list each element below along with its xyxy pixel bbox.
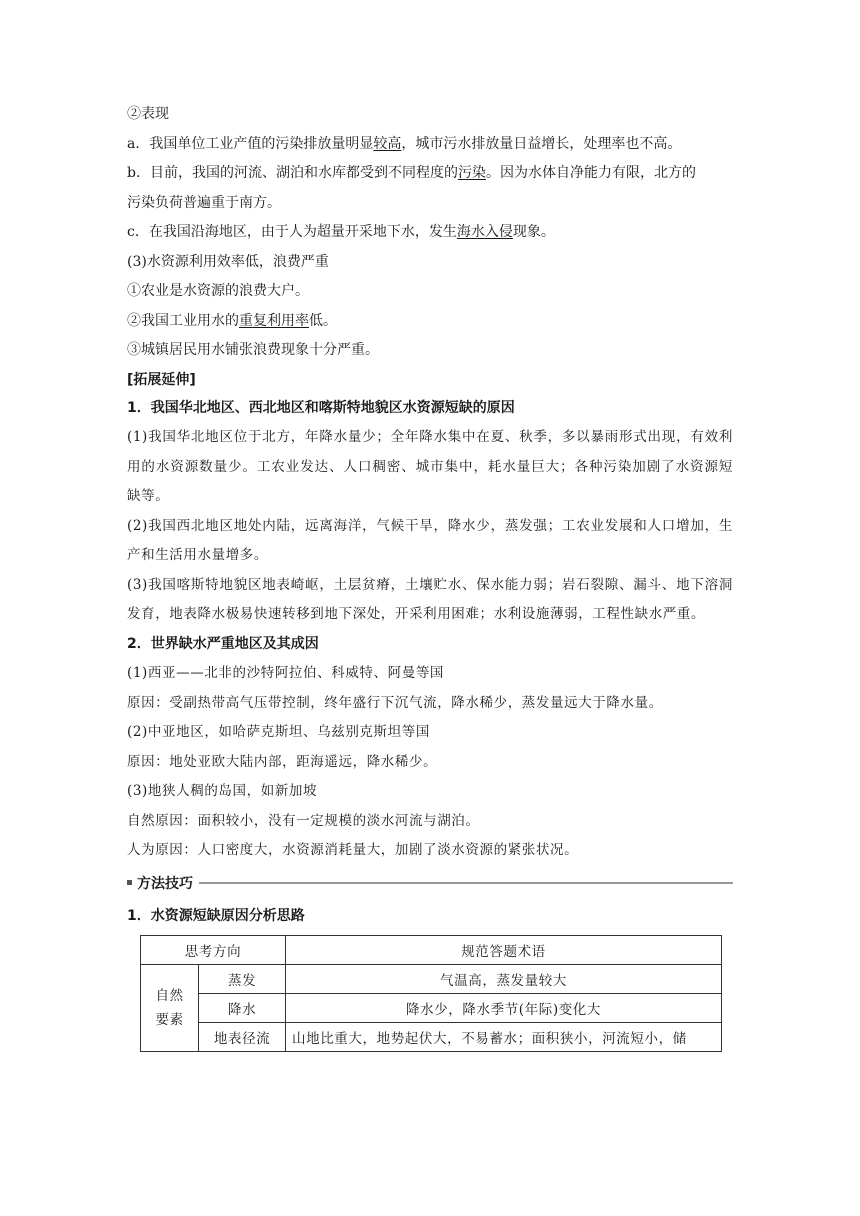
table-row (141, 994, 722, 1023)
table-row (141, 1023, 722, 1052)
text-line: ①农业是水资源的浪费大户。 (127, 283, 309, 299)
square-bullet-icon (127, 880, 132, 885)
extension-line: (2)中亚地区，如哈萨克斯坦、乌兹别克斯坦等国 (127, 724, 430, 740)
underlined-term: 重复利用率 (239, 312, 309, 329)
text-line: (3)水资源利用效率低，浪费严重 (127, 253, 329, 270)
factor-cell: 降水 (199, 994, 286, 1023)
text-line: ③城镇居民用水铺张浪费现象十分严重。 (127, 342, 379, 358)
factor-cell: 蒸发 (199, 965, 286, 994)
extension-line: 自然原因：面积较小，没有一定规模的淡水河流与湖泊。 (127, 812, 480, 829)
text-line: ②我国工业用水的重复利用率低。 (127, 312, 337, 329)
methods-heading-1: 1．水资源短缺原因分析思路 (127, 907, 305, 924)
group-cell: 自然要素 (141, 965, 199, 1052)
text-line: b．目前，我国的河流、湖泊和水库都受到不同程度的污染。因为水体自净能力有限，北方的 (127, 165, 696, 181)
term-cell: 气温高，蒸发量较大 (286, 965, 722, 994)
text-line: 污染负荷普遍重于南方。 (127, 194, 281, 211)
extension-heading-2: 2．世界缺水严重地区及其成因 (127, 635, 319, 652)
table-header-cell: 思考方向 (141, 936, 286, 965)
underlined-term: 污染 (457, 165, 486, 181)
table-header-row (141, 936, 722, 965)
extension-line: 原因：受副热带高气压带控制，终年盛行下沉气流，降水稀少，蒸发量远大于降水量。 (127, 694, 663, 711)
extension-paragraph: (2)我国西北地区地处内陆，远离海洋，气候干旱，降水少，蒸发强；工农业发展和人口增加，生产和生活用水量增多。 (127, 517, 733, 563)
document-page (127, 100, 733, 1052)
extension-line: (3)地狭人稠的岛国，如新加坡 (127, 783, 318, 799)
extension-paragraph: (1)我国华北地区位于北方，年降水量少；全年降水集中在夏、秋季，多以暴雨形式出现，有效利用的水资源数量少。工农业发达、人口稠密、城市集中，耗水量巨大；各种污染加剧了水资源短缺等。 (127, 429, 733, 504)
methods-table (140, 935, 722, 1052)
extension-title: [拓展延伸] (127, 371, 196, 388)
extension-line: 人为原因：人口密度大，水资源消耗量大，加剧了淡水资源的紧张状况。 (127, 842, 579, 858)
section-divider (199, 882, 733, 884)
extension-line: (1)西亚——北非的沙特阿拉伯、科威特、阿曼等国 (127, 665, 445, 681)
underlined-term: 海水入侵 (456, 224, 513, 240)
extension-paragraph: (3)我国喀斯特地貌区地表崎岖，土层贫瘠，土壤贮水、保水能力弱；岩石裂隙、漏斗、地下溶洞发育，地表降水极易快速转移到地下深处，开采利用困难；水利设施薄弱，工程性缺水严重。 (127, 576, 733, 622)
underlined-term: 较高 (373, 135, 402, 152)
section-title: 方法技巧 (137, 875, 193, 892)
methods-section-header (127, 868, 733, 898)
extension-heading-1: 1．我国华北地区、西北地区和喀斯特地貌区水资源短缺的原因 (127, 399, 515, 416)
text-line: ②表现 (127, 106, 169, 122)
factor-cell: 地表径流 (199, 1023, 286, 1052)
extension-line: 原因：地处亚欧大陆内部，距海遥远，降水稀少。 (127, 753, 438, 770)
table-row (141, 965, 722, 994)
table-header-cell: 规范答题术语 (286, 936, 722, 965)
term-cell: 山地比重大，地势起伏大，不易蓄水；面积狭小，河流短小，储 (286, 1023, 722, 1052)
text-line: a．我国单位工业产值的污染排放量明显较高，城市污水排放量日益增长，处理率也不高。 (127, 135, 682, 152)
text-line: c．在我国沿海地区，由于人为超量开采地下水，发生海水入侵现象。 (127, 224, 555, 240)
term-cell: 降水少，降水季节(年际)变化大 (286, 994, 722, 1023)
